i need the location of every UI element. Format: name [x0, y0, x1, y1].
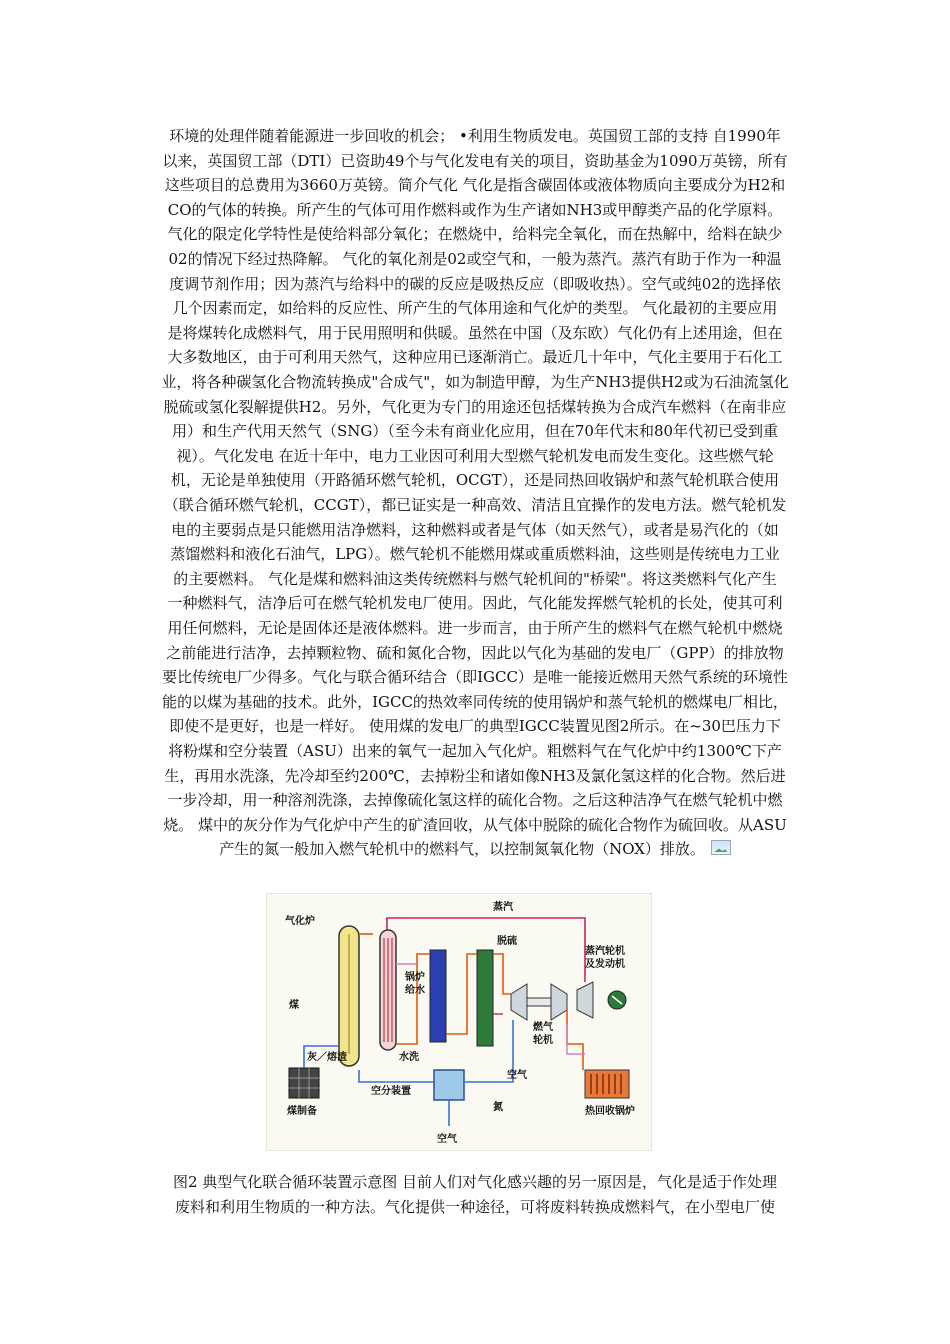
- label-gas-turbine-1: 燃气: [533, 1022, 553, 1033]
- air-separation-unit: [434, 1070, 464, 1100]
- body-line: CO的气体的转换。所产生的气体可用作燃料或作为生产诸如NH3或甲醇类产品的化学原料。: [167, 200, 783, 219]
- body-line: 烧。 煤中的灰分作为气化炉中产生的矿渣回收，从气体中脱除的硫化合物作为硫回收。从ASU: [163, 815, 787, 834]
- body-line: 02的情况下经过热降解。 气化的氧化剂是02或空气和，一般为蒸汽。蒸汽有助于作为一种温: [168, 250, 782, 268]
- body-line: 将粉煤和空分装置（ASU）出来的氧气一起加入气化炉。粗燃料气在气化炉中约1300℃下产: [168, 742, 782, 760]
- label-steam-turbine-2: 及发动机: [585, 959, 625, 970]
- desulfurization-tower: [477, 950, 493, 1046]
- body-line: 废料和利用生物质的一种方法。气化提供一种途径，可将废料转换成燃料气，在小型电厂使: [174, 1197, 775, 1216]
- body-line: 度调节剂作用；因为蒸汽与给料中的碳的反应是吸热反应（即吸收热）。空气或纯02的选择依: [169, 274, 781, 293]
- clean-gas-line: [493, 954, 511, 994]
- label-boiler-feedwater-1: 锅炉: [405, 972, 425, 983]
- label-water-wash: 水洗: [399, 1052, 419, 1063]
- label-nitrogen: 氮: [493, 1102, 503, 1113]
- syngas-cooler: [380, 930, 396, 1050]
- label-air-separation: 空分装置: [371, 1086, 411, 1097]
- label-gasifier: 气化炉: [285, 916, 315, 927]
- exhaust-line: [567, 1010, 583, 1070]
- body-line: 环境的处理伴随着能源进一步回收的机会； •利用生物质发电。英国贸工部的支持 自1990年: [169, 127, 781, 145]
- hrsg-unit: [585, 1070, 629, 1098]
- body-line: 的主要燃料。 气化是煤和燃料油这类传统燃料与燃气轮机间的"桥梁"。将这类燃料气化产生: [173, 569, 777, 588]
- label-boiler-feedwater-2: 给水: [405, 985, 425, 996]
- body-line: 业，将各种碳氢化合物流转换成"合成气"，如为制造甲醇，为生产NH3提供H2或为石油流氢化: [161, 373, 789, 391]
- figure-caption-line: 图2 典型气化联合循环装置示意图 目前人们对气化感兴趣的另一原因是，气化是适于作处理: [172, 1173, 778, 1191]
- body-line: 这些项目的总费用为3660万英镑。简介气化 气化是指含碳固体或液体物质向主要成分为H2和: [164, 176, 786, 195]
- label-hrsg: 热回收锅炉: [585, 1106, 635, 1117]
- label-air-right: 空气: [507, 1070, 527, 1081]
- label-ash-slag: 灰／熔渣: [307, 1052, 347, 1063]
- label-gas-turbine-2: 轮机: [533, 1035, 553, 1046]
- body-line: 电的主要弱点是只能燃用洁净燃料，这种燃料或者是气体（如天然气），或者是易汽化的（如: [171, 520, 779, 539]
- body-line: 产生的氮一般加入燃气轮机中的燃料气，以控制氮氧化物（NOX）排放。: [0, 839, 950, 859]
- body-line: 蒸馏燃料和液化石油气，LPG）。燃气轮机不能燃用煤或重质燃料油，这些则是传统电力工业: [170, 545, 780, 564]
- body-line: 能的以煤为基础的技术。此外，IGCC的热效率同传统的使用锅炉和蒸气轮机的燃煤电厂相比，: [162, 692, 788, 711]
- body-line: 机，无论是单独使用（开路循环燃气轮机，OCGT），还是同热回收锅炉和蒸气轮机联合使用: [170, 471, 780, 490]
- label-coal: 煤: [289, 1000, 299, 1011]
- coal-prep-box: [289, 1068, 319, 1098]
- body-line: （联合循环燃气轮机，CCGT），都已证实是一种高效、清洁且宜操作的发电方法。燃气轮机发: [163, 496, 787, 514]
- body-line: 用任何燃料，无论是固体还是液体燃料。进一步而言，由于所产生的燃料气在燃气轮机中燃烧: [167, 619, 783, 637]
- body-line: 之前能进行洁净，去掉颗粒物、硫和氮化合物，因此以气化为基础的发电厂（GPP）的排放物: [166, 643, 784, 662]
- label-desulfurization: 脱硫: [497, 936, 517, 947]
- body-line: 即使不是更好，也是一样好。 使用煤的发电厂的典型IGCC装置见图2所示。在~30巴压力下: [169, 717, 781, 736]
- oxygen-line: [359, 1070, 434, 1082]
- body-line: 是将煤转化成燃料气，用于民用照明和供暖。虽然在中国（及东欧）气化仍有上述用途，但在: [167, 323, 783, 342]
- body-line: 要比传统电厂少得多。气化与联合循环结合（即IGCC）是唯一能接近燃用天然气系统的环境性: [162, 668, 788, 687]
- steam-turbine: [577, 982, 626, 1018]
- label-coal-prep: 煤制备: [287, 1106, 317, 1117]
- label-steam: 蒸汽: [493, 902, 513, 913]
- body-line: 大多数地区，由于可利用天然气，这种应用已逐渐消亡。最近几十年中，气化主要用于石化工: [167, 348, 783, 367]
- body-line: 用）和生产代用天然气（SNG）（至今未有商业化应用，但在70年代末和80年代初已受到重: [171, 422, 779, 441]
- body-line: 生，再用水洗涤，先冷却至约200℃，去掉粉尘和诸如像NH3及氯化氢这样的化合物。然后进: [164, 766, 786, 785]
- body-line: 以来，英国贸工部（DTI）已资助49个与气化发电有关的项目，资助基金为1090万英镑，所有: [162, 151, 788, 170]
- body-line: 脱硫或氢化裂解提供H2。另外，气化更为专门的用途还包括煤转换为合成汽车燃料（在南非应: [163, 397, 787, 416]
- body-line: 一步冷却，用一种溶剂洗涤，去掉像硫化氢这样的硫化合物。之后这种洁净气在燃气轮机中燃: [167, 791, 783, 810]
- syngas-line: [396, 954, 430, 1044]
- body-line: 气化的限定化学特性是使给料部分氧化；在燃烧中，给料完全氧化，而在热解中，给料在缺少: [167, 225, 783, 244]
- body-line: 几个因素而定，如给料的反应性、所产生的气体用途和气化炉的类型。 气化最初的主要应用: [172, 299, 778, 318]
- label-steam-turbine-1: 蒸汽轮机: [585, 946, 625, 957]
- water-wash-tower: [430, 950, 446, 1042]
- body-line: 一种燃料气，洁净后可在燃气轮机发电厂使用。因此，气化能发挥燃气轮机的长处，使其可利: [167, 594, 783, 613]
- body-line: 视）。气化发电 在近十年中，电力工业因可利用大型燃气轮机发电而发生变化。这些燃气轮: [176, 446, 774, 465]
- label-air-bottom: 空气: [437, 1134, 457, 1145]
- igcc-diagram-figure: [266, 893, 652, 1151]
- gas-turbine: [511, 984, 567, 1020]
- igcc-diagram: [267, 894, 651, 1150]
- image-placeholder-icon: [711, 840, 731, 855]
- gasifier-vessel: [339, 926, 359, 1066]
